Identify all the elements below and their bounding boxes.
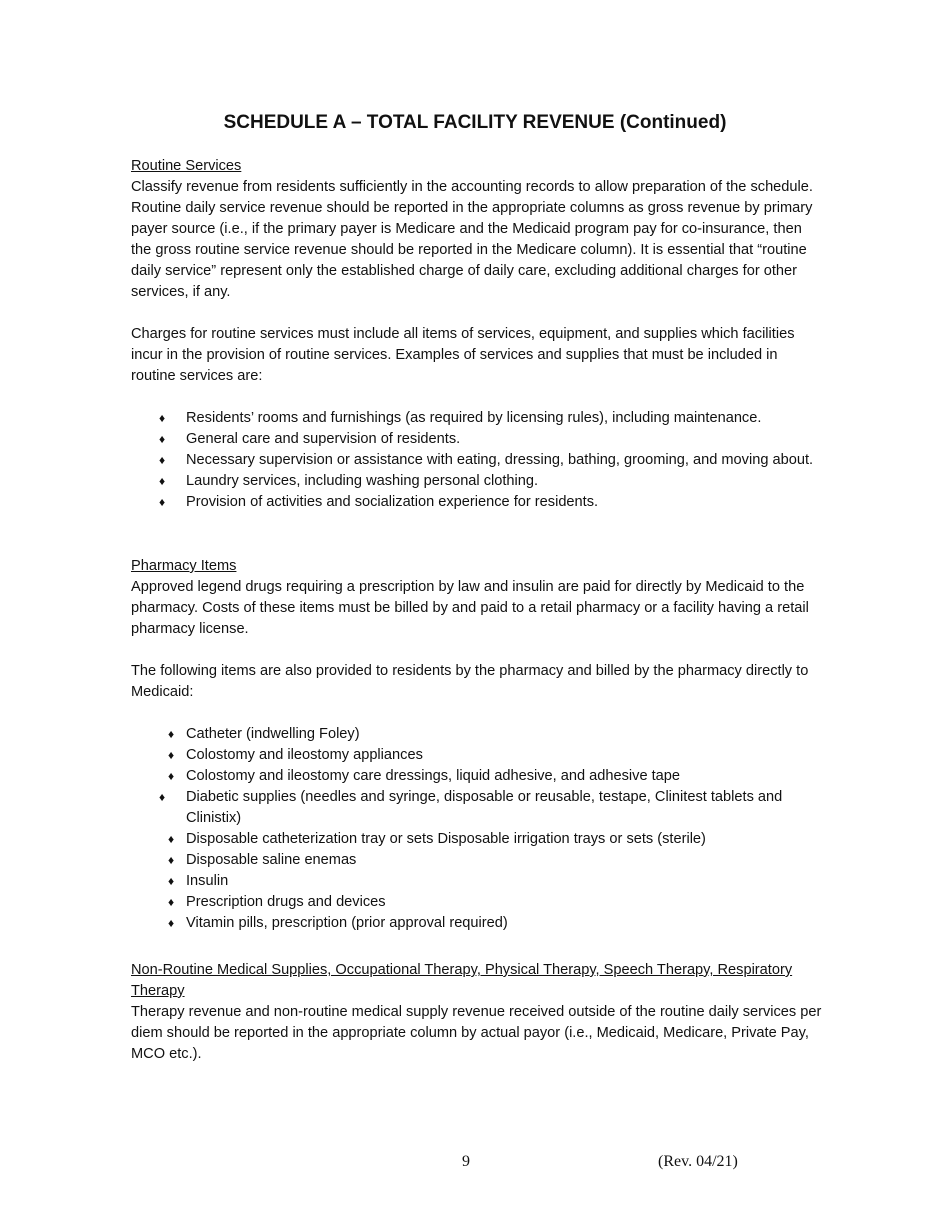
pharmacy-items-section xyxy=(131,556,823,934)
pharmacy-items-list xyxy=(131,724,823,934)
non-routine-heading: Non-Routine Medical Supplies, Occupational Therapy, Physical Therapy, Speech Therapy, Respiratory Therapy xyxy=(131,962,793,999)
diamond-bullet-icon: ♦ xyxy=(168,874,175,888)
list-item: ♦ Disposable saline enemas xyxy=(131,850,823,871)
list-item: ♦ Diabetic supplies (needles and syringe, disposable or reusable, testape, Clinitest tablets and Clinistix) xyxy=(159,789,783,826)
routine-services-paragraph-1: Classify revenue from residents sufficiently in the accounting records to allow preparation of the schedule. Routine daily service revenue should be reported in the appropriate columns as gross revenue by primary payer source (i.e., if the primary payer is Medicare and the Medicaid program pay for co-insurance, then the gross routine service revenue should be reported in the Medicare column). It is essential that “routine daily service” represent only the established charge of daily care, excluding additional charges for other services, if any. xyxy=(131,179,813,300)
routine-services-section xyxy=(131,156,823,513)
list-item: ♦ General care and supervision of residents. xyxy=(131,429,823,450)
list-item: ♦ Vitamin pills, prescription (prior approval required) xyxy=(131,913,823,934)
diamond-bullet-icon: ♦ xyxy=(159,495,166,509)
routine-services-heading: Routine Services xyxy=(131,158,242,174)
diamond-bullet-icon: ♦ xyxy=(159,453,166,467)
diamond-bullet-icon: ♦ xyxy=(168,727,175,741)
diamond-bullet-icon: ♦ xyxy=(168,832,175,846)
page-title: SCHEDULE A – TOTAL FACILITY REVENUE (Continued) xyxy=(223,112,727,133)
list-item: ♦ Insulin xyxy=(131,871,823,892)
list-item: ♦ Prescription drugs and devices xyxy=(131,892,823,913)
page-number: 9 xyxy=(462,1153,470,1170)
diamond-bullet-icon: ♦ xyxy=(168,748,175,762)
diamond-bullet-icon: ♦ xyxy=(168,769,175,783)
diamond-bullet-icon: ♦ xyxy=(168,895,175,909)
list-item: ♦ Catheter (indwelling Foley) xyxy=(131,724,823,745)
list-item: ♦ Necessary supervision or assistance with eating, dressing, bathing, grooming, and moving about. xyxy=(131,450,823,471)
pharmacy-items-heading: Pharmacy Items xyxy=(131,558,237,574)
diamond-bullet-icon: ♦ xyxy=(159,474,166,488)
diamond-bullet-icon: ♦ xyxy=(159,411,166,425)
routine-services-paragraph-2: Charges for routine services must include all items of services, equipment, and supplies which facilities incur in the provision of routine services. Examples of services and supplies that must be included in routine services are: xyxy=(131,326,795,384)
list-item: ♦ Laundry services, including washing personal clothing. xyxy=(131,471,823,492)
list-item: ♦ Disposable catheterization tray or sets Disposable irrigation trays or sets (sterile) xyxy=(131,829,823,850)
list-item: ♦ Colostomy and ileostomy appliances xyxy=(131,745,823,766)
revision-label: (Rev. 04/21) xyxy=(658,1153,738,1170)
pharmacy-items-paragraph-2: The following items are also provided to residents by the pharmacy and billed by the pharmacy directly to Medicaid: xyxy=(131,663,809,700)
non-routine-paragraph-1: Therapy revenue and non-routine medical supply revenue received outside of the routine daily services per diem should be reported in the appropriate column by actual payor (i.e., Medicaid, Medicare, Private Pay, MCO etc.). xyxy=(131,1004,822,1062)
diamond-bullet-icon: ♦ xyxy=(168,916,175,930)
list-item: ♦ Provision of activities and socialization experience for residents. xyxy=(131,492,823,513)
routine-services-list xyxy=(131,408,823,513)
non-routine-section xyxy=(131,960,823,1065)
list-item: ♦ Residents’ rooms and furnishings (as required by licensing rules), including maintenance. xyxy=(131,408,823,429)
list-item: ♦ Colostomy and ileostomy care dressings, liquid adhesive, and adhesive tape xyxy=(131,766,823,787)
diamond-bullet-icon: ♦ xyxy=(168,853,175,867)
pharmacy-items-paragraph-1: Approved legend drugs requiring a prescription by law and insulin are paid for directly by Medicaid to the pharmacy. Costs of these items must be billed by and paid to a retail pharmacy or a facility having a retail pharmacy license. xyxy=(131,579,809,637)
diamond-bullet-icon: ♦ xyxy=(159,432,166,446)
diamond-bullet-icon: ♦ xyxy=(159,790,166,804)
